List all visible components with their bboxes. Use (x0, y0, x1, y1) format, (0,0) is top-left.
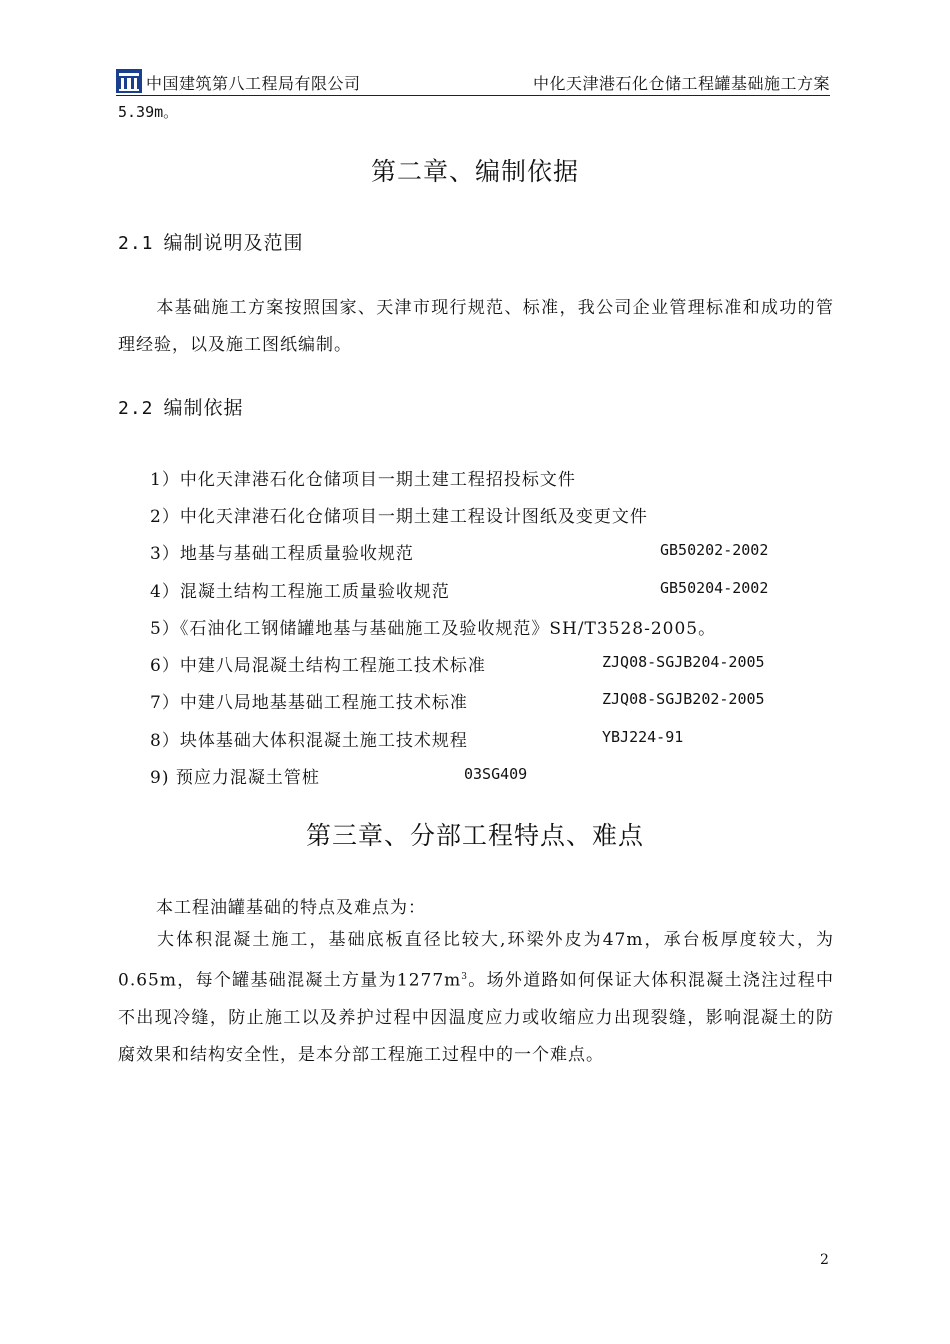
chapter-3-body (118, 922, 834, 1074)
reference-item (150, 465, 790, 489)
previous-page-fragment: 5.39m。 (118, 103, 179, 121)
reference-code: YBJ224-91 (602, 728, 684, 746)
reference-item (150, 539, 790, 563)
chapter-3-body-text-a: 大体积混凝土施工，基础底板直径比较大,环梁外皮为47m，承台板厚度较大，为0.65m，每个罐基础混凝土方量为1277m (118, 930, 834, 991)
chapter-2-title: 第二章、编制依据 (370, 157, 579, 186)
page-header (116, 68, 830, 94)
page-number: 2 (820, 1252, 829, 1268)
section-2-2-title: 编制依据 (163, 397, 244, 419)
section-2-1-body (118, 290, 834, 364)
reference-text: 8）块体基础大体积混凝土施工技术规程 (150, 731, 468, 751)
reference-code: ZJQ08-SGJB204-2005 (602, 653, 765, 671)
header-rule (116, 95, 830, 96)
section-2-2-number: 2.2 (118, 398, 154, 419)
company-logo-icon (116, 69, 142, 93)
reference-code: GB50202-2002 (660, 541, 769, 559)
reference-text: 7）中建八局地基基础工程施工技术标准 (150, 693, 468, 713)
chapter-3-body-text-b: 。场外道路如何保证大体积混凝土浇注过程中不出现冷缝，防止施工以及养护过程中因温度应力或收缩应力出现裂缝，影响混凝土的防腐效果和结构安全性，是本分部工程施工过程中的一个难点。 (118, 970, 835, 1065)
reference-item (150, 651, 790, 675)
reference-text: 6）中建八局混凝土结构工程施工技术标准 (150, 656, 486, 676)
section-2-1-body-text: 本基础施工方案按照国家、天津市现行规范、标准，我公司企业管理标准和成功的管理经验，以及施工图纸编制。 (118, 298, 834, 355)
chapter-3-title: 第三章、分部工程特点、难点 (305, 821, 644, 850)
reference-text: 3）地基与基础工程质量验收规范 (150, 544, 414, 564)
reference-text: 9) 预应力混凝土管桩 (150, 768, 320, 788)
header-company: 中国建筑第八工程局有限公司 (146, 74, 361, 93)
section-2-1-heading (118, 228, 304, 255)
reference-item (150, 502, 790, 526)
reference-item (150, 614, 790, 638)
reference-text: 1）中化天津港石化仓储项目一期土建工程招投标文件 (150, 470, 576, 490)
cubic-superscript: 3 (461, 972, 468, 982)
header-project: 中化天津港石化仓储工程罐基础施工方案 (532, 74, 830, 93)
reference-code: ZJQ08-SGJB202-2005 (602, 690, 765, 708)
reference-text: 4）混凝土结构工程施工质量验收规范 (150, 582, 450, 602)
reference-item (150, 688, 790, 712)
reference-item (150, 577, 790, 601)
reference-text: 5）《石油化工钢储罐地基与基础施工及验收规范》SH/T3528-2005。 (150, 619, 717, 639)
reference-code: GB50204-2002 (660, 579, 769, 597)
section-2-1-title: 编制说明及范围 (163, 232, 304, 254)
reference-item (150, 763, 790, 787)
reference-text: 2）中化天津港石化仓储项目一期土建工程设计图纸及变更文件 (150, 507, 648, 527)
chapter-3-intro: 本工程油罐基础的特点及难点为： (156, 898, 426, 918)
reference-item (150, 726, 790, 750)
reference-code: 03SG409 (464, 765, 528, 783)
section-2-2-heading (118, 393, 244, 420)
section-2-1-number: 2.1 (118, 233, 154, 254)
